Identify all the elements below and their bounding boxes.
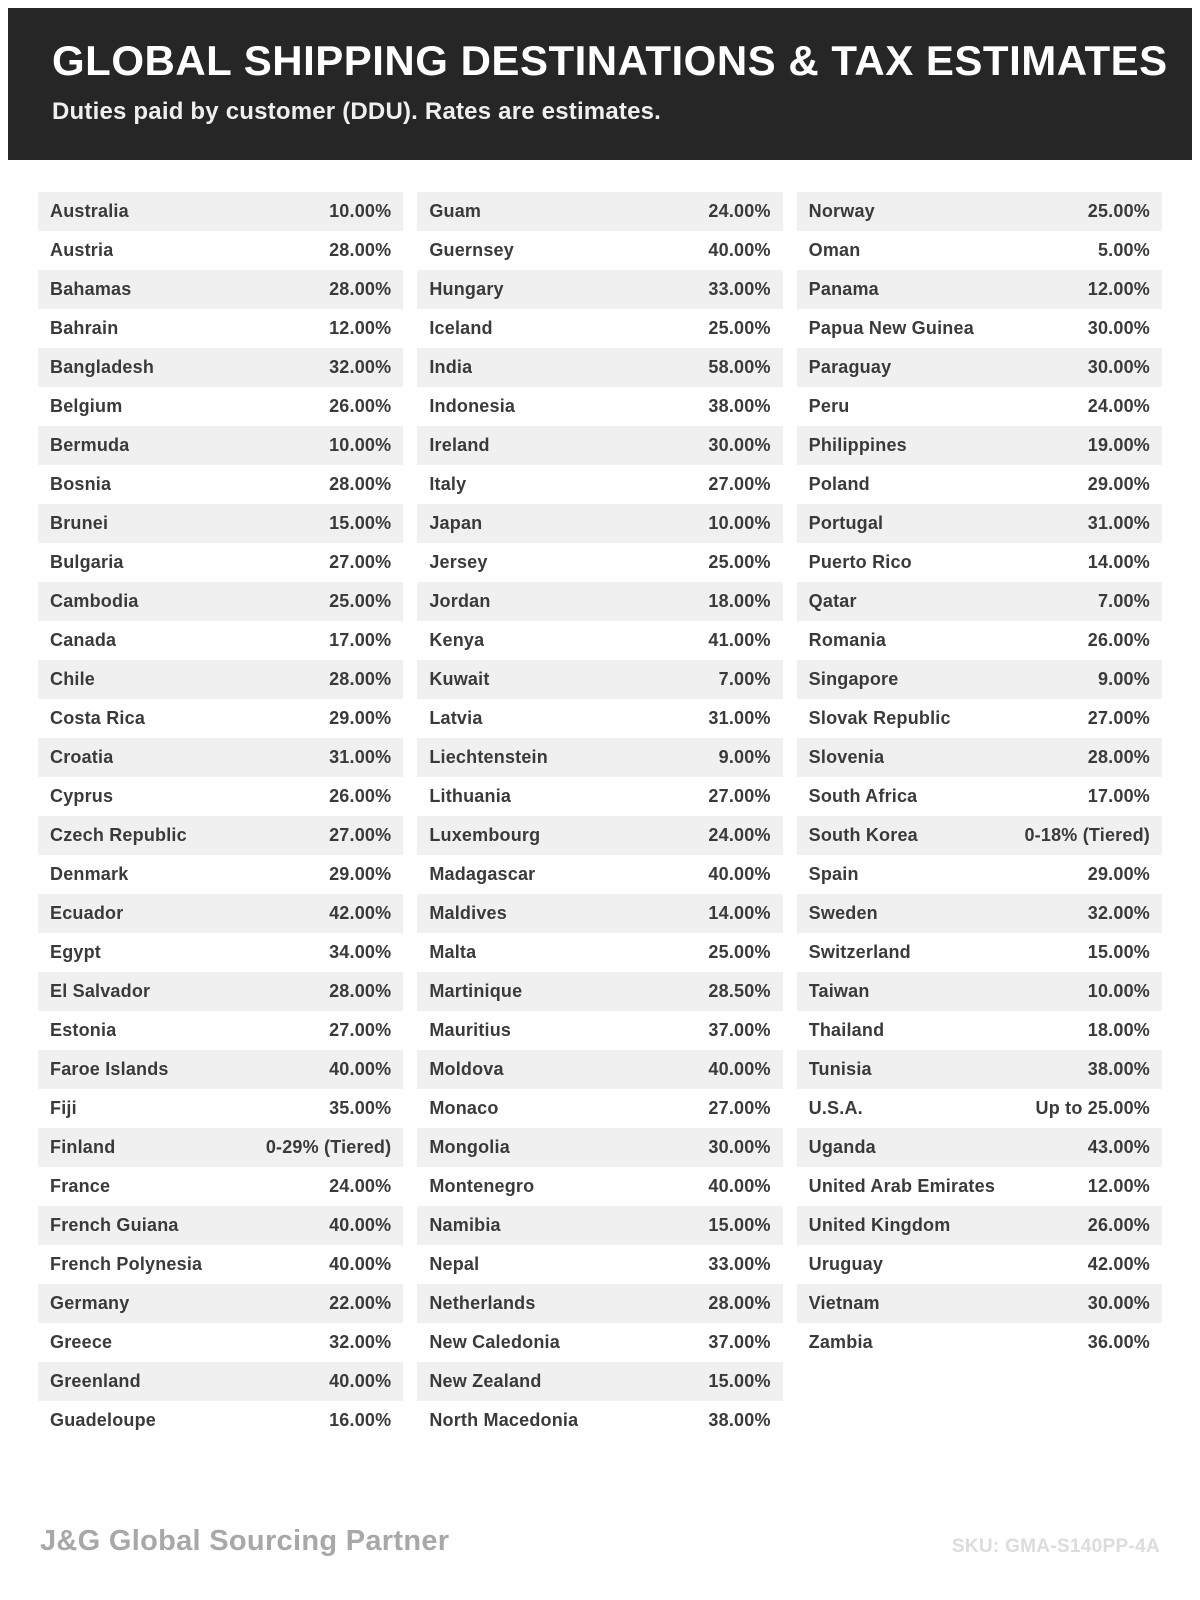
country-cell: Malta	[429, 942, 477, 963]
rate-cell: 26.00%	[329, 396, 392, 417]
table-row	[417, 855, 782, 894]
rate-cell: 32.00%	[329, 1332, 392, 1353]
rate-cell: 29.00%	[329, 864, 392, 885]
country-cell: Sweden	[808, 903, 878, 924]
table-row	[38, 348, 403, 387]
rate-cell: 30.00%	[708, 1137, 771, 1158]
country-cell: Egypt	[50, 942, 102, 963]
table-row	[38, 1323, 403, 1362]
country-cell: Portugal	[808, 513, 884, 534]
country-cell: Bahrain	[50, 318, 119, 339]
rate-cell: 28.50%	[708, 981, 771, 1002]
rate-cell: 0-18% (Tiered)	[1024, 825, 1150, 846]
rate-cell: 12.00%	[1087, 279, 1150, 300]
country-cell: Qatar	[808, 591, 857, 612]
rate-cell: 10.00%	[329, 201, 392, 222]
rate-cell: 7.00%	[1097, 591, 1150, 612]
table-row	[38, 1206, 403, 1245]
rate-cell: 40.00%	[708, 1059, 771, 1080]
rate-cell: 18.00%	[1087, 1020, 1150, 1041]
table-row	[417, 738, 782, 777]
table-row	[797, 660, 1162, 699]
table-row	[38, 1011, 403, 1050]
rate-cell: 36.00%	[1087, 1332, 1150, 1353]
table-row	[797, 933, 1162, 972]
table-row	[417, 504, 782, 543]
table-row	[417, 465, 782, 504]
country-cell: Panama	[808, 279, 879, 300]
page-title: GLOBAL SHIPPING DESTINATIONS & TAX ESTIMATES	[52, 37, 1168, 84]
rate-cell: 37.00%	[708, 1332, 771, 1353]
rate-cell: 17.00%	[1087, 786, 1150, 807]
country-cell: North Macedonia	[429, 1410, 579, 1431]
country-cell: Ireland	[429, 435, 490, 456]
table-row	[797, 1050, 1162, 1089]
country-cell: Maldives	[429, 903, 507, 924]
table-row	[797, 387, 1162, 426]
country-cell: United Arab Emirates	[808, 1176, 996, 1197]
rate-cell: 25.00%	[708, 552, 771, 573]
country-cell: Zambia	[808, 1332, 873, 1353]
table-row	[417, 777, 782, 816]
table-row	[38, 1284, 403, 1323]
table-row	[797, 972, 1162, 1011]
table-row	[797, 1167, 1162, 1206]
country-cell: Moldova	[429, 1059, 504, 1080]
table-row	[38, 855, 403, 894]
country-cell: Brunei	[50, 513, 109, 534]
country-cell: Denmark	[50, 864, 129, 885]
rate-cell: 34.00%	[329, 942, 392, 963]
rate-cell: Up to 25.00%	[1035, 1098, 1150, 1119]
rate-cell: 0-29% (Tiered)	[265, 1137, 392, 1158]
country-cell: Switzerland	[808, 942, 911, 963]
table-row	[797, 777, 1162, 816]
table-row	[38, 816, 403, 855]
rate-cell: 58.00%	[708, 357, 771, 378]
rate-cell: 38.00%	[708, 1410, 771, 1431]
rate-cell: 30.00%	[1087, 318, 1150, 339]
country-cell: Lithuania	[429, 786, 512, 807]
country-cell: Martinique	[429, 981, 523, 1002]
country-cell: Netherlands	[429, 1293, 536, 1314]
table-row	[797, 1284, 1162, 1323]
country-cell: Belgium	[50, 396, 123, 417]
rate-cell: 14.00%	[1087, 552, 1150, 573]
brand-name: J&G Global Sourcing Partner	[40, 1525, 450, 1557]
country-cell: Canada	[50, 630, 117, 651]
table-row	[797, 855, 1162, 894]
table-row	[797, 738, 1162, 777]
rate-cell: 30.00%	[708, 435, 771, 456]
rate-cell: 9.00%	[718, 747, 771, 768]
table-row	[417, 1245, 782, 1284]
table-row	[417, 1362, 782, 1401]
rate-cell: 15.00%	[1087, 942, 1150, 963]
country-cell: United Kingdom	[808, 1215, 951, 1236]
table-row	[38, 1089, 403, 1128]
table-row	[417, 1089, 782, 1128]
country-cell: South Korea	[808, 825, 918, 846]
rate-cell: 40.00%	[329, 1371, 392, 1392]
rate-cell: 5.00%	[1097, 240, 1150, 261]
rate-cell: 27.00%	[708, 786, 771, 807]
rate-cell: 27.00%	[329, 825, 392, 846]
country-cell: Bosnia	[50, 474, 112, 495]
rate-cell: 28.00%	[329, 669, 392, 690]
rate-cell: 31.00%	[1087, 513, 1150, 534]
table-row	[38, 1362, 403, 1401]
country-cell: New Caledonia	[429, 1332, 560, 1353]
table-row	[38, 894, 403, 933]
country-cell: Papua New Guinea	[808, 318, 974, 339]
table-row	[417, 270, 782, 309]
country-cell: Tunisia	[808, 1059, 872, 1080]
country-cell: Ecuador	[50, 903, 124, 924]
country-cell: Italy	[429, 474, 467, 495]
country-cell: Philippines	[808, 435, 907, 456]
country-cell: Puerto Rico	[808, 552, 912, 573]
table-row	[38, 699, 403, 738]
country-cell: Estonia	[50, 1020, 117, 1041]
rate-cell: 38.00%	[1087, 1059, 1150, 1080]
country-cell: Bulgaria	[50, 552, 124, 573]
table-row	[797, 465, 1162, 504]
table-row	[417, 231, 782, 270]
rate-cell: 24.00%	[708, 825, 771, 846]
table-row	[797, 894, 1162, 933]
country-cell: Germany	[50, 1293, 130, 1314]
country-cell: Fiji	[50, 1098, 77, 1119]
rate-cell: 32.00%	[329, 357, 392, 378]
table-row	[38, 933, 403, 972]
rate-cell: 30.00%	[1087, 357, 1150, 378]
table-row	[38, 1401, 403, 1440]
table-row	[417, 1206, 782, 1245]
rate-cell: 31.00%	[329, 747, 392, 768]
country-cell: Slovenia	[808, 747, 885, 768]
rate-cell: 25.00%	[708, 318, 771, 339]
country-cell: Australia	[50, 201, 129, 222]
country-cell: Japan	[429, 513, 483, 534]
table-row	[38, 426, 403, 465]
table-row	[38, 660, 403, 699]
rate-cell: 26.00%	[1087, 1215, 1150, 1236]
page-footer	[40, 1525, 1160, 1558]
country-cell: Indonesia	[429, 396, 516, 417]
rate-cell: 24.00%	[329, 1176, 392, 1197]
country-cell: Greece	[50, 1332, 113, 1353]
rates-table	[38, 192, 1162, 1440]
table-row	[797, 1089, 1162, 1128]
rate-cell: 40.00%	[329, 1254, 392, 1275]
rate-cell: 32.00%	[1087, 903, 1150, 924]
rate-cell: 26.00%	[1087, 630, 1150, 651]
country-cell: Jordan	[429, 591, 491, 612]
country-cell: Mongolia	[429, 1137, 510, 1158]
country-cell: Slovak Republic	[808, 708, 951, 729]
country-cell: Greenland	[50, 1371, 141, 1392]
table-row	[417, 1401, 782, 1440]
sku-label: SKU: GMA-S140PP-4A	[951, 1536, 1160, 1557]
table-row	[417, 1128, 782, 1167]
table-row	[797, 348, 1162, 387]
country-cell: Uganda	[808, 1137, 876, 1158]
table-row	[417, 192, 782, 231]
country-cell: Iceland	[429, 318, 493, 339]
country-cell: French Guiana	[50, 1215, 179, 1236]
country-cell: Costa Rica	[50, 708, 146, 729]
table-row	[38, 231, 403, 270]
table-row	[417, 1011, 782, 1050]
table-row	[417, 816, 782, 855]
rate-column	[797, 192, 1162, 1440]
table-row	[38, 1128, 403, 1167]
rate-cell: 22.00%	[329, 1293, 392, 1314]
rate-cell: 29.00%	[1087, 864, 1150, 885]
table-row	[797, 426, 1162, 465]
rate-cell: 40.00%	[708, 864, 771, 885]
rate-cell: 27.00%	[708, 1098, 771, 1119]
table-row	[38, 1050, 403, 1089]
country-cell: Croatia	[50, 747, 114, 768]
country-cell: Kuwait	[429, 669, 490, 690]
country-cell: Latvia	[429, 708, 483, 729]
table-row	[38, 1245, 403, 1284]
table-row	[797, 309, 1162, 348]
country-cell: Madagascar	[429, 864, 536, 885]
rate-cell: 27.00%	[708, 474, 771, 495]
country-cell: Guadeloupe	[50, 1410, 157, 1431]
table-row	[417, 621, 782, 660]
rate-cell: 28.00%	[708, 1293, 771, 1314]
rate-cell: 16.00%	[329, 1410, 392, 1431]
country-cell: India	[429, 357, 473, 378]
table-row	[797, 816, 1162, 855]
rate-cell: 10.00%	[1087, 981, 1150, 1002]
country-cell: Monaco	[429, 1098, 499, 1119]
country-cell: Jersey	[429, 552, 488, 573]
country-cell: Peru	[808, 396, 850, 417]
rate-cell: 42.00%	[1087, 1254, 1150, 1275]
table-row	[797, 699, 1162, 738]
table-row	[38, 543, 403, 582]
table-row	[797, 192, 1162, 231]
table-row	[38, 504, 403, 543]
country-cell: Oman	[808, 240, 861, 261]
country-cell: Finland	[50, 1137, 116, 1158]
table-row	[417, 426, 782, 465]
rate-cell: 15.00%	[329, 513, 392, 534]
table-row	[417, 894, 782, 933]
table-row	[417, 1284, 782, 1323]
page-subtitle: Duties paid by customer (DDU). Rates are estimates.	[52, 98, 662, 126]
rate-cell: 43.00%	[1087, 1137, 1150, 1158]
table-row	[417, 387, 782, 426]
table-row	[797, 1245, 1162, 1284]
rate-cell: 40.00%	[329, 1059, 392, 1080]
rate-cell: 40.00%	[708, 240, 771, 261]
table-row	[797, 582, 1162, 621]
rate-cell: 30.00%	[1087, 1293, 1150, 1314]
table-row	[797, 1011, 1162, 1050]
country-cell: Spain	[808, 864, 859, 885]
country-cell: Guernsey	[429, 240, 514, 261]
rate-cell: 7.00%	[718, 669, 771, 690]
table-row	[417, 1323, 782, 1362]
table-row	[38, 309, 403, 348]
table-row	[797, 543, 1162, 582]
rate-cell: 33.00%	[708, 279, 771, 300]
country-cell: U.S.A.	[808, 1098, 863, 1119]
table-row	[38, 270, 403, 309]
country-cell: Namibia	[429, 1215, 501, 1236]
rate-cell: 27.00%	[1087, 708, 1150, 729]
rate-cell: 28.00%	[1087, 747, 1150, 768]
rate-cell: 26.00%	[329, 786, 392, 807]
rate-cell: 27.00%	[329, 552, 392, 573]
table-row	[38, 777, 403, 816]
country-cell: Hungary	[429, 279, 504, 300]
country-cell: El Salvador	[50, 981, 151, 1002]
table-row	[797, 1206, 1162, 1245]
rate-cell: 24.00%	[1087, 396, 1150, 417]
country-cell: Nepal	[429, 1254, 480, 1275]
rate-cell: 42.00%	[329, 903, 392, 924]
table-row	[38, 582, 403, 621]
table-row	[797, 1128, 1162, 1167]
table-row	[38, 465, 403, 504]
table-row	[417, 972, 782, 1011]
country-cell: Bermuda	[50, 435, 130, 456]
table-row	[797, 621, 1162, 660]
table-row	[417, 660, 782, 699]
country-cell: Paraguay	[808, 357, 892, 378]
rate-cell: 12.00%	[1087, 1176, 1150, 1197]
country-cell: Thailand	[808, 1020, 885, 1041]
rate-cell: 17.00%	[329, 630, 392, 651]
rate-cell: 28.00%	[329, 981, 392, 1002]
country-cell: Bahamas	[50, 279, 132, 300]
rate-cell: 18.00%	[708, 591, 771, 612]
country-cell: Taiwan	[808, 981, 870, 1002]
table-row	[38, 192, 403, 231]
table-row	[38, 972, 403, 1011]
country-cell: Singapore	[808, 669, 899, 690]
rate-column	[417, 192, 782, 1440]
table-row	[38, 621, 403, 660]
rate-cell: 31.00%	[708, 708, 771, 729]
rate-column	[38, 192, 403, 1440]
rate-cell: 24.00%	[708, 201, 771, 222]
rate-cell: 25.00%	[708, 942, 771, 963]
rate-cell: 29.00%	[329, 708, 392, 729]
rate-cell: 41.00%	[708, 630, 771, 651]
country-cell: Cambodia	[50, 591, 139, 612]
rate-cell: 19.00%	[1087, 435, 1150, 456]
country-cell: Kenya	[429, 630, 485, 651]
country-cell: South Africa	[808, 786, 918, 807]
rate-cell: 33.00%	[708, 1254, 771, 1275]
rate-cell: 40.00%	[329, 1215, 392, 1236]
country-cell: Montenegro	[429, 1176, 535, 1197]
page-header	[8, 8, 1192, 160]
table-row	[417, 933, 782, 972]
rate-cell: 15.00%	[708, 1215, 771, 1236]
rate-cell: 28.00%	[329, 240, 392, 261]
rate-cell: 25.00%	[1087, 201, 1150, 222]
country-cell: Norway	[808, 201, 875, 222]
rate-cell: 35.00%	[329, 1098, 392, 1119]
rate-cell: 15.00%	[708, 1371, 771, 1392]
table-row	[417, 309, 782, 348]
country-cell: New Zealand	[429, 1371, 542, 1392]
table-row	[417, 582, 782, 621]
country-cell: France	[50, 1176, 111, 1197]
table-row	[417, 1050, 782, 1089]
rate-cell: 10.00%	[329, 435, 392, 456]
rate-cell: 10.00%	[708, 513, 771, 534]
rate-cell: 38.00%	[708, 396, 771, 417]
rate-cell: 9.00%	[1097, 669, 1150, 690]
country-cell: Poland	[808, 474, 870, 495]
country-cell: Mauritius	[429, 1020, 512, 1041]
table-row	[417, 348, 782, 387]
table-row	[417, 543, 782, 582]
rate-cell: 28.00%	[329, 279, 392, 300]
rate-cell: 25.00%	[329, 591, 392, 612]
country-cell: Bangladesh	[50, 357, 155, 378]
country-cell: Cyprus	[50, 786, 114, 807]
rate-cell: 28.00%	[329, 474, 392, 495]
table-row	[797, 231, 1162, 270]
rate-cell: 27.00%	[329, 1020, 392, 1041]
rate-cell: 29.00%	[1087, 474, 1150, 495]
country-cell: Uruguay	[808, 1254, 884, 1275]
rate-cell: 12.00%	[329, 318, 392, 339]
country-cell: Vietnam	[808, 1293, 880, 1314]
country-cell: Austria	[50, 240, 114, 261]
rate-cell: 14.00%	[708, 903, 771, 924]
table-row	[797, 1323, 1162, 1362]
table-row	[417, 1167, 782, 1206]
table-row	[38, 1167, 403, 1206]
country-cell: Romania	[808, 630, 887, 651]
country-cell: Liechtenstein	[429, 747, 548, 768]
country-cell: Faroe Islands	[50, 1059, 169, 1080]
table-row	[38, 738, 403, 777]
rate-cell: 37.00%	[708, 1020, 771, 1041]
country-cell: Guam	[429, 201, 482, 222]
table-row	[797, 270, 1162, 309]
table-row	[797, 504, 1162, 543]
country-cell: Chile	[50, 669, 96, 690]
table-row	[417, 699, 782, 738]
rate-cell: 40.00%	[708, 1176, 771, 1197]
country-cell: French Polynesia	[50, 1254, 203, 1275]
table-row	[38, 387, 403, 426]
country-cell: Luxembourg	[429, 825, 541, 846]
country-cell: Czech Republic	[50, 825, 187, 846]
